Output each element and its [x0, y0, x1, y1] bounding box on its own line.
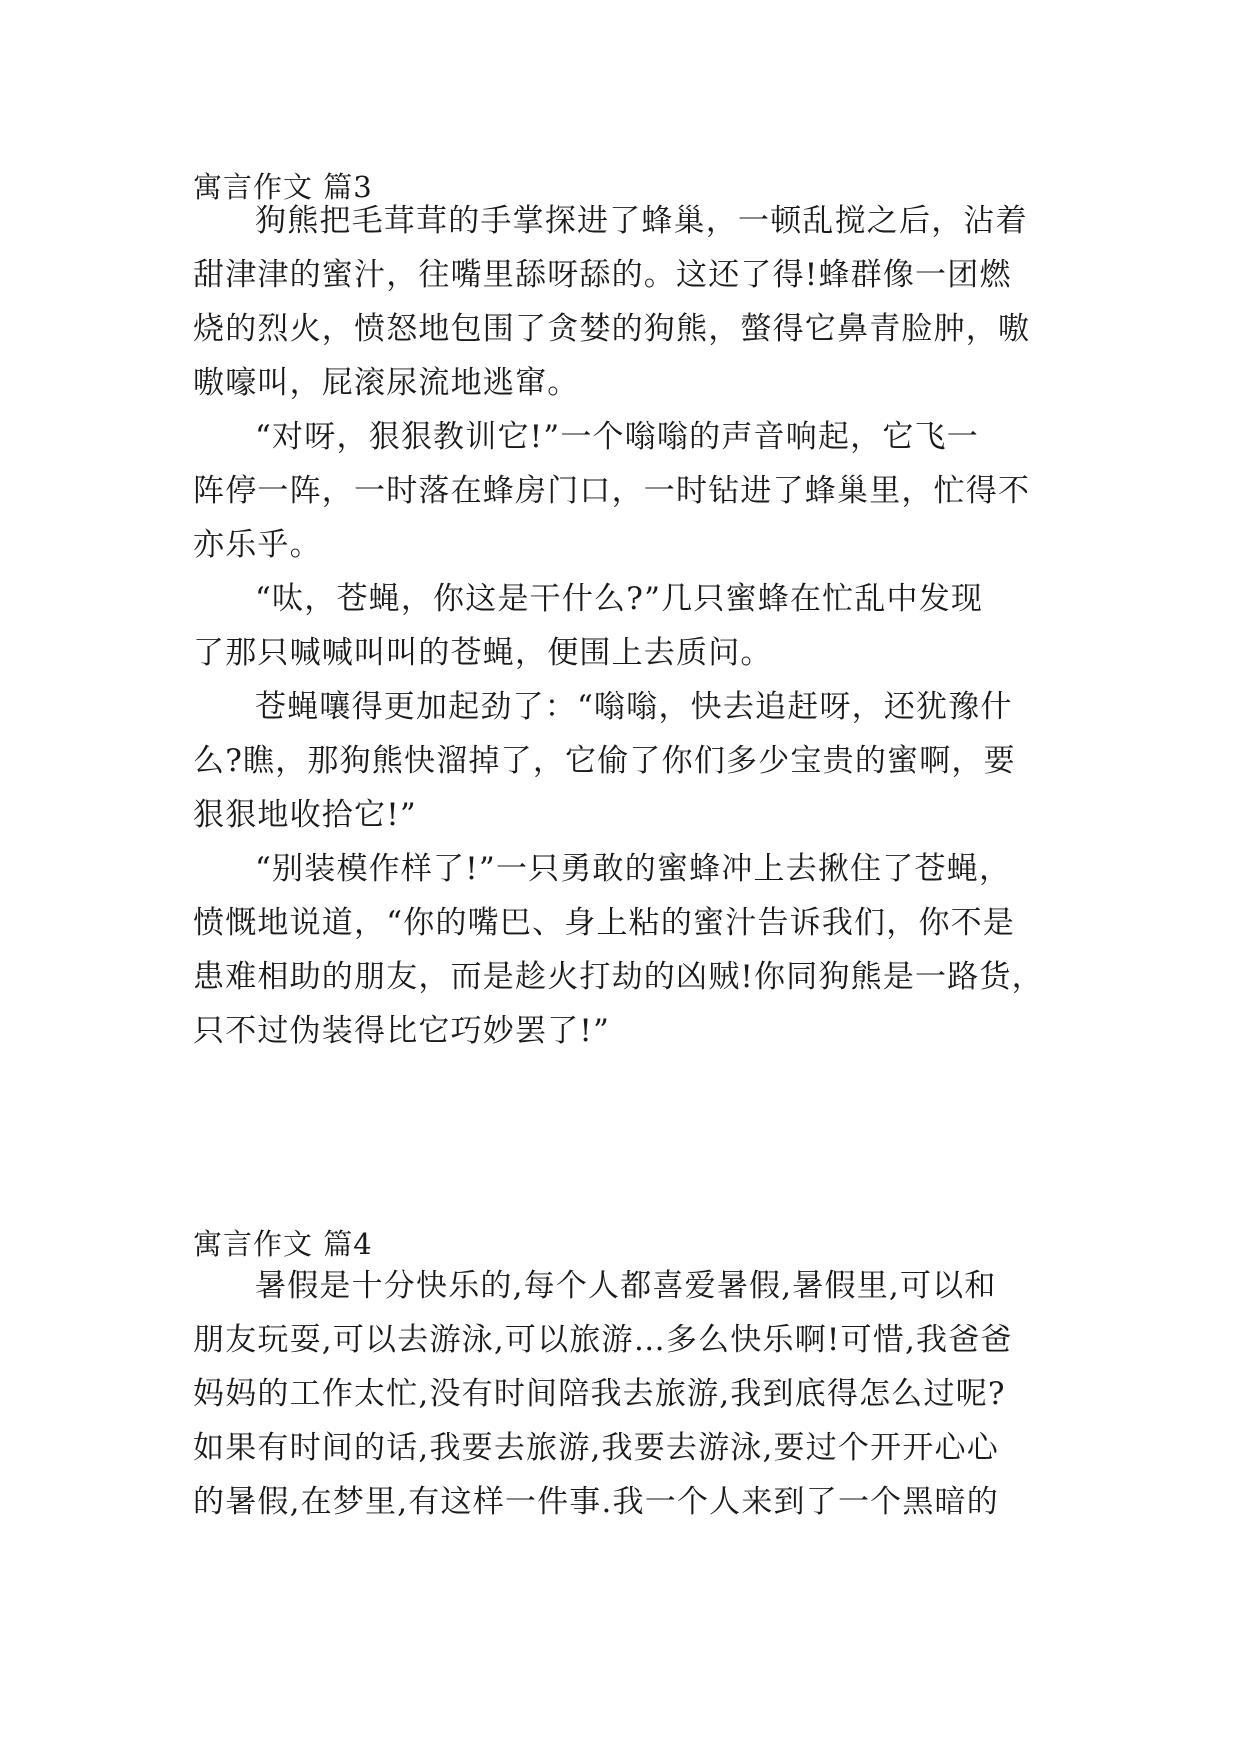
- paragraph-line: 阵停一阵，一时落在蜂房门口，一时钻进了蜂巢里，忙得不: [193, 473, 1031, 509]
- section-title: 寓言作文 篇4: [193, 1227, 373, 1261]
- paragraph-line: 苍蝇嚷得更加起劲了：“嗡嗡，快去追赶呀，还犹豫什: [255, 689, 1013, 725]
- paragraph-line: “呔，苍蝇，你这是干什么?”几只蜜蜂在忙乱中发现: [255, 581, 984, 617]
- paragraph-line: 亦乐乎。: [193, 527, 322, 563]
- paragraph-line: 了那只喊喊叫叫的苍蝇，便围上去质问。: [193, 635, 773, 671]
- paragraph-line: 患难相助的朋友，而是趁火打劫的凶贼!你同狗熊是一路货，: [193, 959, 1044, 995]
- paragraph-line: 么?瞧，那狗熊快溜掉了，它偷了你们多少宝贵的蜜啊，要: [193, 743, 1016, 779]
- paragraph-line: 如果有时间的话,我要去旅游,我要去游泳,要过个开开心心: [193, 1430, 999, 1466]
- paragraph-line: “别装模作样了!”一只勇敢的蜜蜂冲上去揪住了苍蝇，: [255, 851, 1012, 887]
- paragraph-line: 烧的烈火，愤怒地包围了贪婪的狗熊，螫得它鼻青脸肿，嗷: [193, 311, 1031, 347]
- section-title: 寓言作文 篇3: [193, 170, 373, 204]
- paragraph-line: “对呀，狠狠教训它!”一个嗡嗡的声音响起，它飞一: [255, 419, 979, 455]
- paragraph-line: 的暑假,在梦里,有这样一件事.我一个人来到了一个黑暗的: [193, 1484, 999, 1520]
- paragraph-line: 狠狠地收拾它!”: [193, 797, 417, 833]
- paragraph-line: 妈妈的工作太忙,没有时间陪我去旅游,我到底得怎么过呢?: [193, 1376, 1006, 1412]
- paragraph-line: 甜津津的蜜汁，往嘴里舔呀舔的。这还了得!蜂群像一团燃: [193, 257, 1012, 293]
- paragraph-line: 暑假是十分快乐的,每个人都喜爱暑假,暑假里,可以和: [255, 1268, 997, 1304]
- paragraph-line: 狗熊把毛茸茸的手掌探进了蜂巢，一顿乱搅之后，沾着: [255, 203, 1028, 239]
- paragraph-line: 只不过伪装得比它巧妙罢了!”: [193, 1013, 611, 1049]
- paragraph-line: 朋友玩耍,可以去游泳,可以旅游…多么快乐啊!可惜,我爸爸: [193, 1322, 1013, 1358]
- paragraph-line: 嗷嚎叫，屁滚尿流地逃窜。: [193, 365, 580, 401]
- paragraph-line: 愤慨地说道，“你的嘴巴、身上粘的蜜汁告诉我们，你不是: [193, 905, 1016, 941]
